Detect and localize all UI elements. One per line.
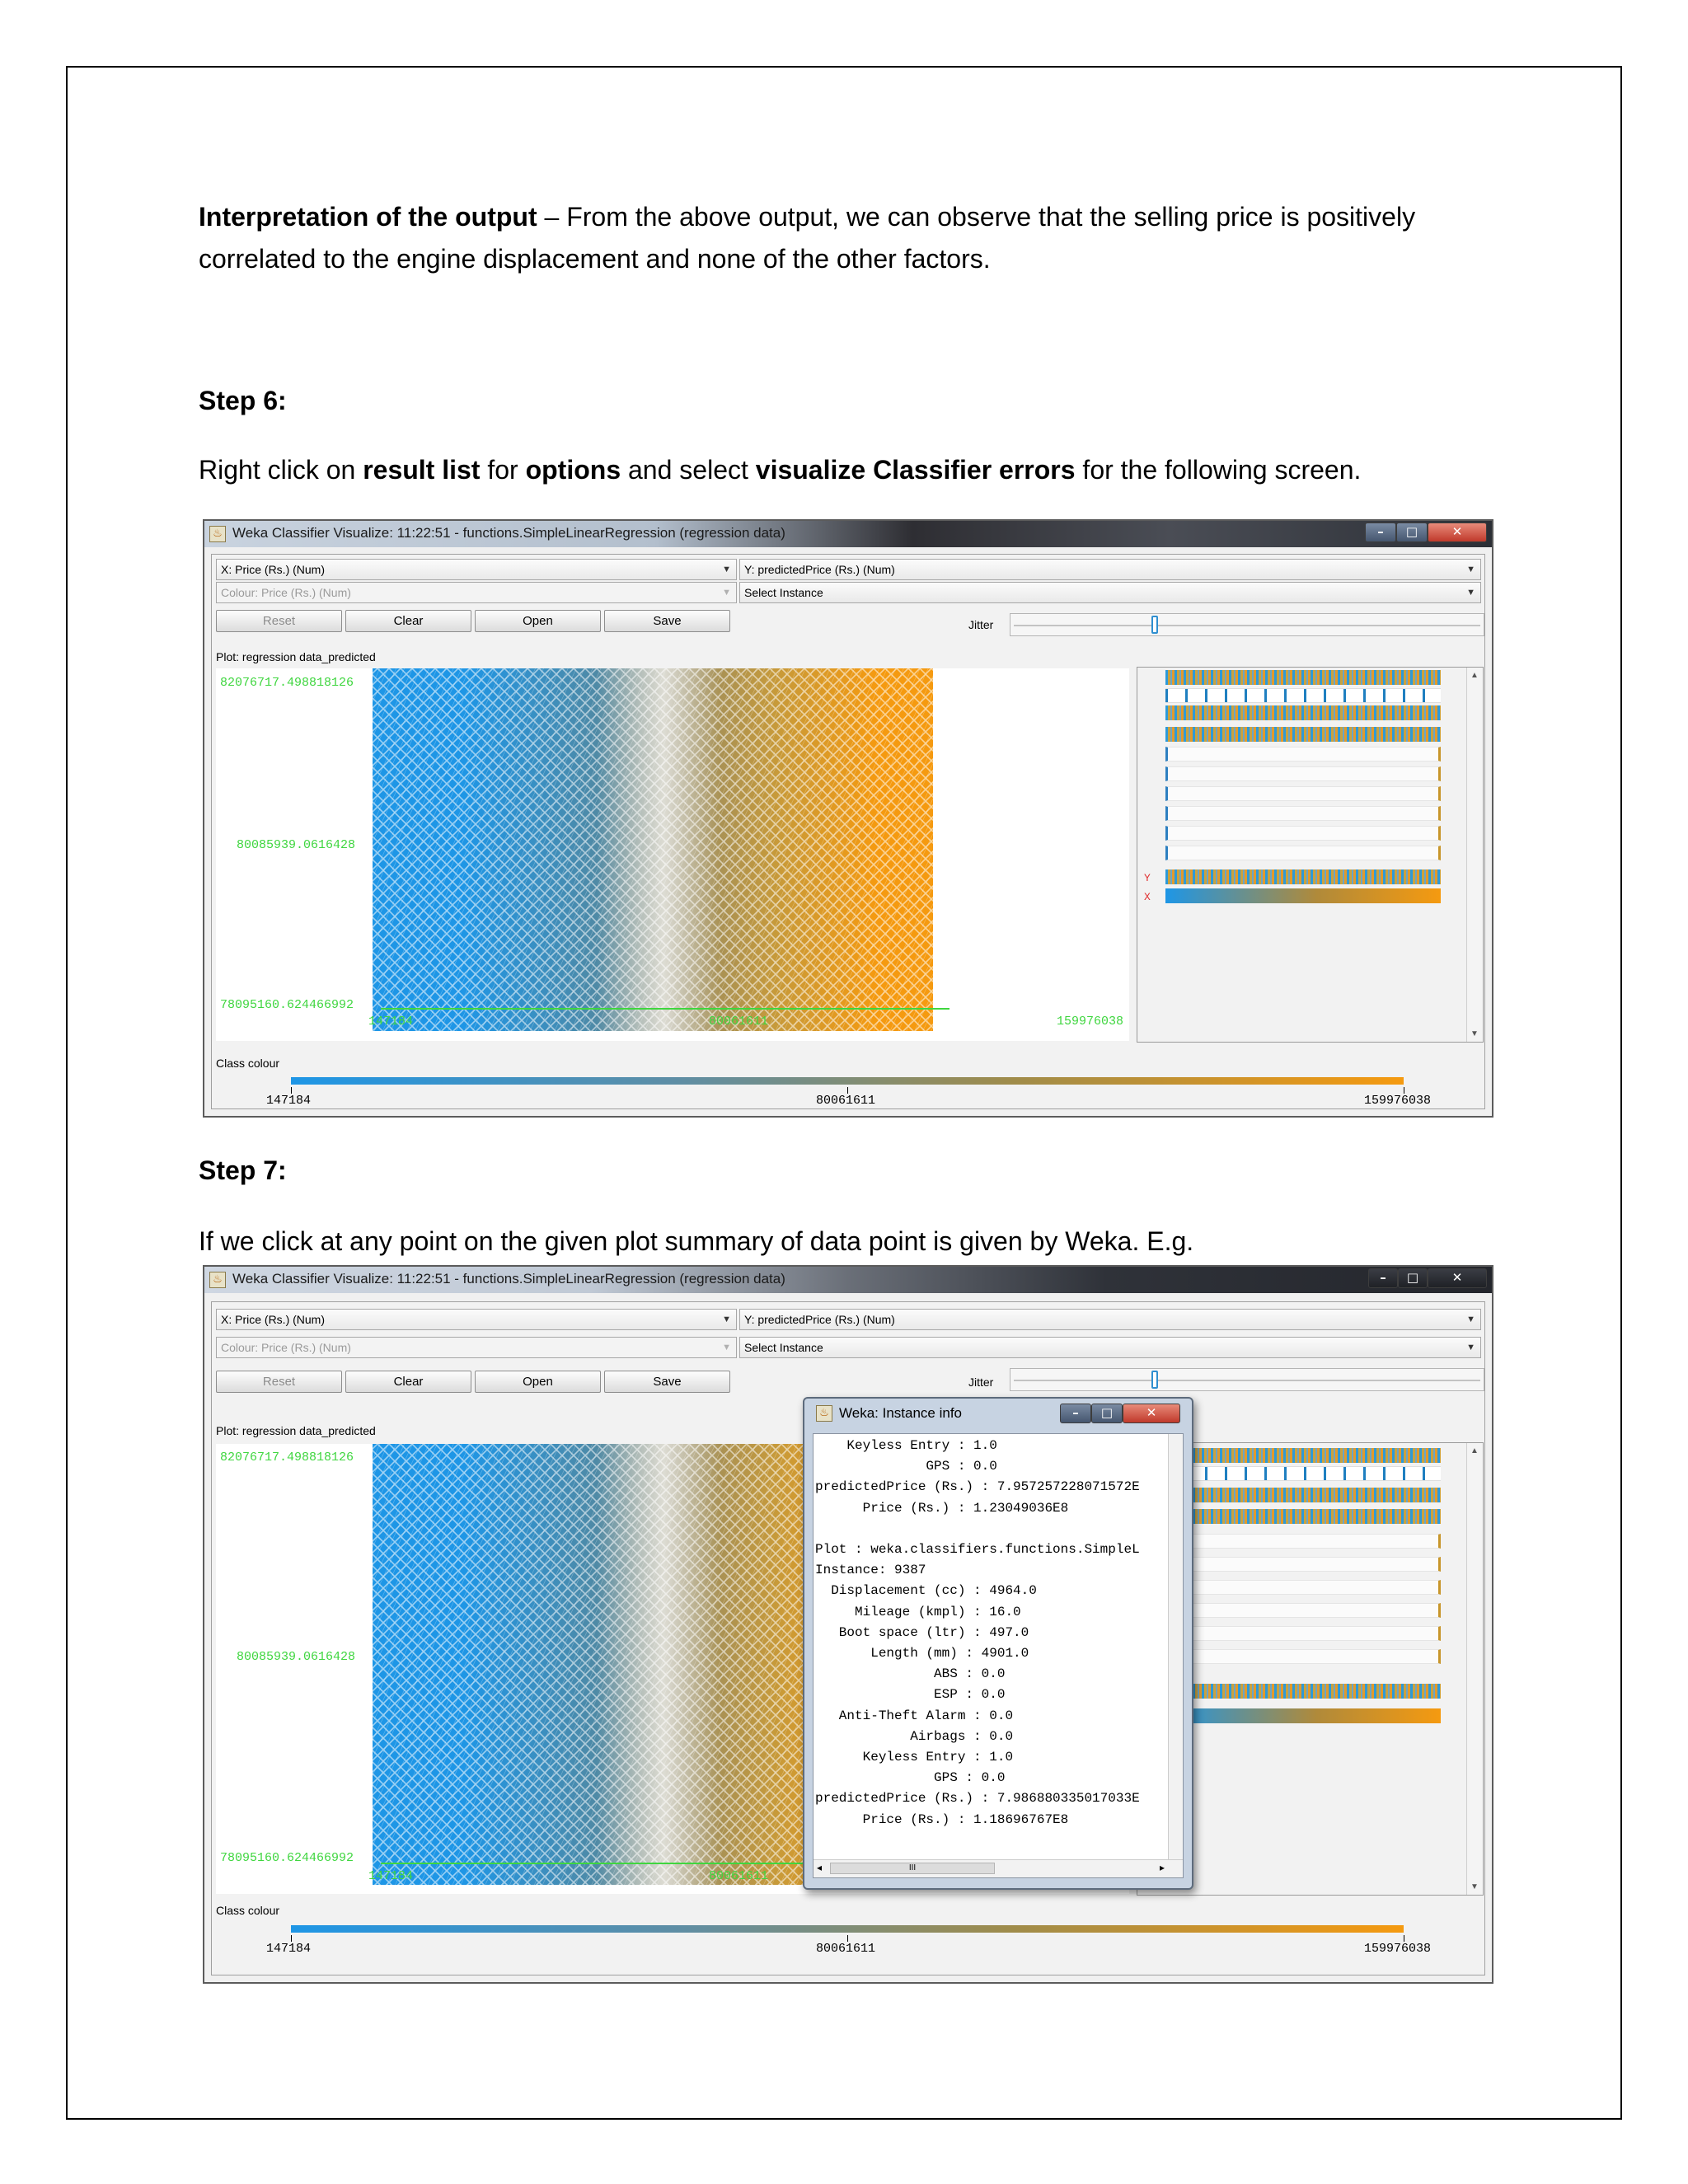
step6-heading: Step 6: <box>199 386 287 415</box>
title-bar <box>204 1267 1492 1293</box>
instance-select[interactable] <box>739 1337 1481 1358</box>
chevron-down-icon: ▼ <box>1466 1315 1475 1324</box>
attr-bar[interactable] <box>1165 1488 1441 1502</box>
scroll-up-icon[interactable]: ▲ <box>1470 1446 1479 1455</box>
interpretation-bold: Interpretation of the output <box>199 202 537 232</box>
x-axis-select[interactable] <box>216 559 737 580</box>
y-mid-label: 80085939.0616428 <box>237 1650 356 1664</box>
instance-value: Select Instance <box>744 1341 823 1354</box>
class-min-value: 147184 <box>266 1942 312 1956</box>
class-colour-label: Class colour <box>216 1904 280 1917</box>
java-icon: ♨ <box>209 1272 226 1288</box>
class-tick <box>847 1087 848 1094</box>
clear-button[interactable]: Clear <box>345 610 471 632</box>
attr-bar[interactable] <box>1165 1466 1441 1481</box>
x-mid-label: 80061611 <box>709 1015 769 1029</box>
attr-bar[interactable] <box>1165 688 1441 703</box>
x-mid-label: 80061611 <box>709 1869 769 1883</box>
close-button[interactable]: ✕ <box>1428 1268 1487 1288</box>
class-colour-bar <box>291 1925 1404 1933</box>
attr-bar[interactable] <box>1165 1649 1441 1664</box>
attr-bar[interactable] <box>1165 1557 1441 1572</box>
step6-text-3: and select <box>621 455 756 485</box>
open-button[interactable]: Open <box>475 1371 601 1393</box>
horizontal-scroll-thumb[interactable]: III <box>830 1863 995 1874</box>
chevron-down-icon: ▼ <box>722 1315 731 1324</box>
attr-bar[interactable] <box>1165 1448 1441 1463</box>
vertical-scrollbar[interactable] <box>1168 1434 1183 1859</box>
attr-bar[interactable] <box>1165 670 1441 685</box>
chevron-down-icon: ▼ <box>1466 1343 1475 1352</box>
minimize-button[interactable]: – <box>1365 523 1396 542</box>
attr-bar[interactable] <box>1165 747 1441 762</box>
x-max-label: 159976038 <box>1057 1015 1124 1029</box>
weka-window-1 <box>203 519 1493 1118</box>
jitter-label: Jitter <box>968 1376 994 1389</box>
y-max-label: 82076717.498818126 <box>220 676 354 690</box>
class-max-value: 159976038 <box>1364 1094 1432 1108</box>
instance-value: Select Instance <box>744 586 823 599</box>
maximize-button[interactable]: □ <box>1398 1268 1428 1288</box>
attr-bar[interactable] <box>1165 826 1441 841</box>
title-bar <box>204 521 1492 547</box>
window-title: Weka Classifier Visualize: 11:22:51 - functions.SimpleLinearRegression (regression data) <box>232 525 785 541</box>
scroll-left-icon[interactable]: ◂ <box>817 1862 823 1873</box>
attr-bar[interactable] <box>1165 705 1441 720</box>
x-axis-line <box>381 1008 950 1010</box>
x-min-label: 147184 <box>368 1869 414 1883</box>
attr-bar[interactable] <box>1165 1626 1441 1641</box>
attribute-scrollbar[interactable] <box>1466 668 1483 1042</box>
attr-bar-y[interactable] <box>1165 1684 1441 1699</box>
interpretation-text: – From the above output, we can observe that the selling price is positively correlated to the engine displacement and none of the other factors. <box>199 202 1416 274</box>
chevron-down-icon: ▼ <box>1466 565 1475 574</box>
y-axis-value: Y: predictedPrice (Rs.) (Num) <box>744 563 895 576</box>
open-button[interactable]: Open <box>475 610 601 632</box>
clear-button[interactable]: Clear <box>345 1371 471 1393</box>
chevron-down-icon: ▼ <box>1466 588 1475 598</box>
attr-bar-y[interactable] <box>1165 869 1441 884</box>
y-axis-select[interactable] <box>739 559 1481 580</box>
plot-label: Plot: regression data_predicted <box>216 1424 376 1437</box>
x-axis-value: X: Price (Rs.) (Num) <box>221 1313 325 1326</box>
y-axis-value: Y: predictedPrice (Rs.) (Num) <box>744 1313 895 1326</box>
scroll-up-icon[interactable]: ▲ <box>1470 671 1479 680</box>
x-min-label: 147184 <box>368 1015 414 1029</box>
attr-bar-x[interactable] <box>1165 888 1441 903</box>
class-tick <box>291 1935 292 1942</box>
plot-label: Plot: regression data_predicted <box>216 650 376 663</box>
step7-heading: Step 7: <box>199 1155 287 1185</box>
y-min-label: 78095160.624466992 <box>220 1851 354 1865</box>
colour-value: Colour: Price (Rs.) (Num) <box>221 1341 351 1354</box>
instance-info-dialog <box>803 1397 1193 1890</box>
step6-bold-1: result list <box>363 455 481 485</box>
attr-x-marker: X <box>1144 891 1151 903</box>
step7-paragraph: If we click at any point on the given plot summary of data point is given by Weka. E.g. <box>199 1226 1194 1256</box>
class-mid-value: 80061611 <box>816 1094 876 1108</box>
instance-info-title: Weka: Instance info <box>839 1405 962 1421</box>
attr-bar[interactable] <box>1165 766 1441 781</box>
instance-info-content <box>813 1433 1184 1878</box>
attr-bar[interactable] <box>1165 1534 1441 1549</box>
jitter-label: Jitter <box>968 618 994 631</box>
class-colour-label: Class colour <box>216 1057 280 1070</box>
attr-bar[interactable] <box>1165 727 1441 742</box>
visualize-panel <box>211 554 1485 1109</box>
java-icon: ♨ <box>816 1405 832 1422</box>
x-axis-value: X: Price (Rs.) (Num) <box>221 563 325 576</box>
instance-info-text: Keyless Entry : 1.0 GPS : 0.0 predictedPrice (Rs.) : 7.957257228071572E Price (Rs.) : 1.23049036E8 Plot : weka.classifiers.functions.SimpleL Instance: 9387 Displacement (cc) : 4964.0 Mileage (kmpl) : 16.0 Boot space (ltr) : 497.0 Length (mm) : 4901.0 ABS : 0.0 ESP : 0.0 Anti-Theft Alarm : 0.0 Airbags : 0.0 Keyless Entry : 1.0 GPS : 0.0 predictedPrice (Rs.) : 7.986880335017033E Price (Rs.) : 1.18696767E8 <box>815 1438 1140 1827</box>
scroll-down-icon[interactable]: ▼ <box>1470 1029 1479 1038</box>
scatter-sparse-region <box>373 668 933 1031</box>
step6-text-1: Right click on <box>199 455 363 485</box>
colour-select[interactable] <box>216 582 737 603</box>
minimize-button[interactable]: – <box>1060 1404 1091 1423</box>
step6-paragraph <box>199 449 1517 491</box>
attr-bar[interactable] <box>1165 1509 1441 1524</box>
maximize-button[interactable]: □ <box>1091 1404 1123 1423</box>
class-mid-value: 80061611 <box>816 1942 876 1956</box>
y-mid-label: 80085939.0616428 <box>237 838 356 852</box>
attr-bar[interactable] <box>1165 1580 1441 1595</box>
save-button[interactable]: Save <box>604 1371 730 1393</box>
chevron-down-icon: ▼ <box>722 588 731 598</box>
colour-value: Colour: Price (Rs.) (Num) <box>221 586 351 599</box>
attr-bar-x[interactable] <box>1165 1708 1441 1723</box>
colour-select[interactable] <box>216 1337 737 1358</box>
jitter-slider-thumb[interactable] <box>1151 616 1158 634</box>
chevron-down-icon: ▼ <box>722 565 731 574</box>
reset-button[interactable]: Reset <box>216 1371 342 1393</box>
attribute-panel[interactable] <box>1137 667 1484 1043</box>
attribute-scrollbar[interactable] <box>1466 1443 1483 1895</box>
class-tick <box>291 1087 292 1094</box>
class-max-value: 159976038 <box>1364 1942 1432 1956</box>
close-button[interactable]: ✕ <box>1428 523 1487 542</box>
y-max-label: 82076717.498818126 <box>220 1451 354 1465</box>
jitter-slider[interactable] <box>1010 613 1484 636</box>
step6-text-2: for <box>480 455 526 485</box>
maximize-button[interactable]: □ <box>1396 523 1428 542</box>
scroll-down-icon[interactable]: ▼ <box>1470 1882 1479 1891</box>
scroll-right-icon[interactable]: ▸ <box>1159 1862 1165 1873</box>
y-min-label: 78095160.624466992 <box>220 998 354 1012</box>
jitter-slider[interactable] <box>1010 1368 1484 1391</box>
class-tick <box>847 1935 848 1942</box>
scatter-plot[interactable] <box>216 668 1129 1041</box>
reset-button[interactable]: Reset <box>216 610 342 632</box>
step6-text-4: for the following screen. <box>1075 455 1362 485</box>
attr-bar[interactable] <box>1165 1603 1441 1618</box>
attr-bar[interactable] <box>1165 786 1441 801</box>
close-button[interactable]: ✕ <box>1123 1404 1180 1423</box>
scatter-plot-canvas <box>216 668 1129 1041</box>
horizontal-scrollbar[interactable] <box>814 1859 1183 1877</box>
attr-y-marker: Y <box>1144 872 1151 884</box>
class-min-value: 147184 <box>266 1094 312 1108</box>
y-axis-select[interactable] <box>739 1309 1481 1330</box>
jitter-slider-thumb[interactable] <box>1151 1371 1158 1389</box>
save-button[interactable]: Save <box>604 610 730 632</box>
step6-bold-2: options <box>525 455 621 485</box>
attr-bar[interactable] <box>1165 846 1441 860</box>
java-icon: ♨ <box>209 526 226 542</box>
instance-select[interactable] <box>739 582 1481 603</box>
attr-bar[interactable] <box>1165 806 1441 821</box>
class-colour-bar <box>291 1077 1404 1085</box>
window-title: Weka Classifier Visualize: 11:22:51 - functions.SimpleLinearRegression (regression data) <box>232 1271 785 1286</box>
minimize-button[interactable]: – <box>1368 1268 1398 1288</box>
step6-bold-3: visualize Classifier errors <box>755 455 1076 485</box>
chevron-down-icon: ▼ <box>722 1343 731 1352</box>
x-axis-select[interactable] <box>216 1309 737 1330</box>
interpretation-paragraph <box>199 196 1517 280</box>
